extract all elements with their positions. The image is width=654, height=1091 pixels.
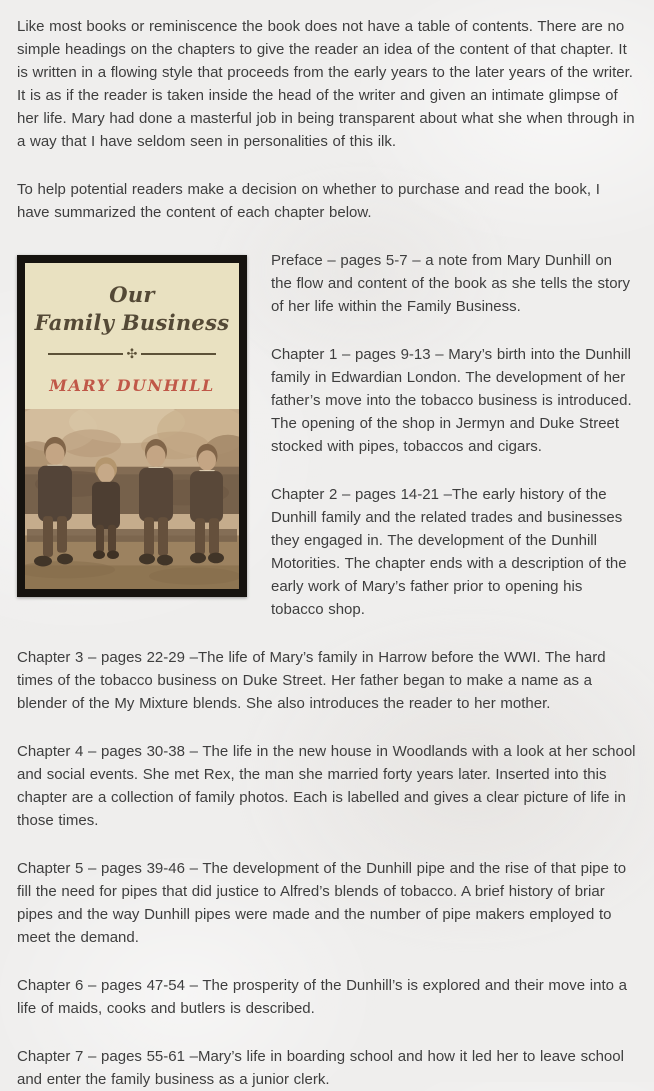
chapter-summary-7: Chapter 7 – pages 55-61 –Mary’s life in boarding school and how it led her to leave school and enter the family business as a junior clerk. — [17, 1048, 624, 1088]
book-title-line-1: Our — [109, 282, 155, 307]
cover-divider — [48, 347, 216, 360]
chapter-summary-5: Chapter 5 – pages 39-46 – The development of the Dunhill pipe and the rise of that pipe to fill the need for pipes that did justice to Alfred’s blends of tobacco. A brief history of briar pipes and the way Dunhill pipes were made and the number of pipe makers employed to meet the demand. — [17, 860, 627, 946]
divider-rule-left — [48, 353, 123, 355]
cover-photo-children-on-bench — [25, 409, 239, 589]
divider-rule-right — [141, 353, 216, 355]
book-title — [25, 281, 239, 337]
chapter-summary-2: Chapter 2 – pages 14-21 –The early history of the Dunhill family and the related trades and businesses they engaged in. The development of the Dunhill Motorities. The chapter ends with a description of the early work of Mary’s father prior to opening his tobacco shop. — [271, 486, 627, 618]
book-cover-image — [17, 255, 247, 597]
chapter-summary-3: Chapter 3 – pages 22-29 –The life of Mary’s family in Harrow before the WWI. The hard times of the tobacco business on Duke Street. Her father began to make a name as a blender of the My Mixture blends. She also introduces the reader to her mother. — [17, 649, 606, 712]
book-author: MARY DUNHILL — [49, 376, 215, 395]
chapter-summary-4: Chapter 4 – pages 30-38 – The life in the new house in Woodlands with a look at her school and social events. She met Rex, the man she married forty years later. Inserted into this chapter are a collection of family photos. Each is labelled and gives a clear picture of life in those times. — [17, 743, 636, 829]
chapter-summary-1: Chapter 1 – pages 9-13 – Mary’s birth into the Dunhill family in Edwardian London. The development of her father’s move into the tobacco business is introduced. The opening of the shop in Jermyn and Duke Street stocked with pipes, tobaccos and cigars. — [271, 346, 632, 455]
divider-ornament-icon: ✣ — [126, 346, 138, 361]
book-cover-front — [25, 263, 239, 589]
intro-paragraph-1: Like most books or reminiscence the book does not have a table of contents. There are no simple headings on the chapters to give the reader an idea of the content of that chapter. It is written in a flowing style that proceeds from the early years to the later years of the writer. It is as if the reader is taken inside the head of the writer and given an intimate glimpse of her life. Mary had done a masterful job in being transparent about what she when through in a way that I have seldom seen in personalities of this ilk. — [17, 18, 635, 150]
chapter-summary-preface: Preface – pages 5-7 – a note from Mary Dunhill on the flow and content of the book as she tells the story of her life within the Family Business. — [271, 252, 631, 315]
chapter-summary-6: Chapter 6 – pages 47-54 – The prosperity of the Dunhill’s is explored and their move into a life of maids, cooks and butlers is described. — [17, 977, 627, 1017]
intro-paragraph-2: To help potential readers make a decision on whether to purchase and read the book, I have summarized the content of each chapter below. — [17, 181, 600, 221]
sepia-photo-illustration — [25, 409, 239, 589]
book-title-line-2: Family Business — [34, 310, 230, 335]
